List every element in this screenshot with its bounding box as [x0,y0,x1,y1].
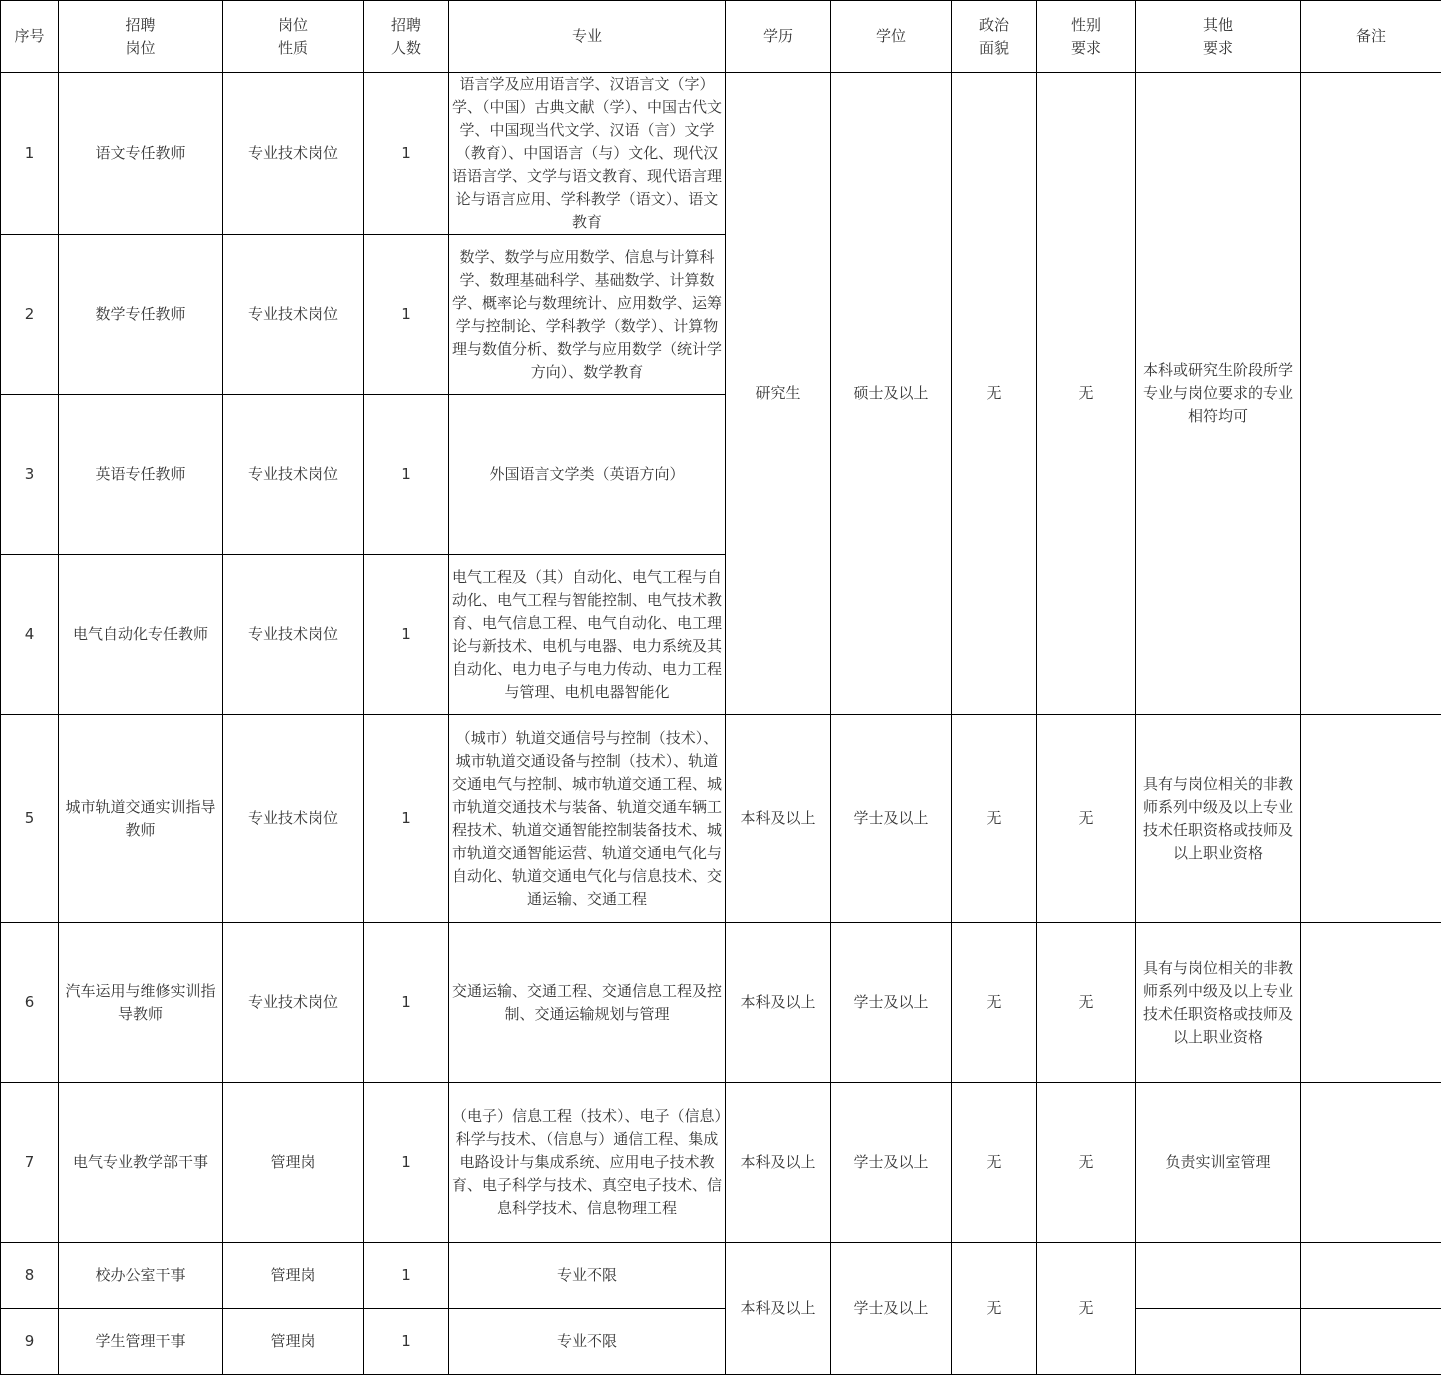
cell-remark-group [1301,73,1441,715]
cell-politics: 无 [952,1083,1037,1243]
header-education: 学历 [726,1,831,73]
cell-count: 1 [364,923,449,1083]
cell-post: 语文专任教师 [59,73,223,235]
cell-count: 1 [364,1083,449,1243]
cell-nature: 专业技术岗位 [223,235,364,395]
cell-degree-group: 学士及以上 [831,1243,952,1375]
header-count: 招聘 人数 [364,1,449,73]
cell-nature: 专业技术岗位 [223,715,364,923]
header-degree: 学位 [831,1,952,73]
cell-major: 电气工程及（其）自动化、电气工程与自动化、电气工程与智能控制、电气技术教育、电气信息工程、电气自动化、电工理论与新技术、电机与电器、电力系统及其自动化、电力电子与电力传动、电力工程与管理、电机电器智能化 [449,555,726,715]
cell-degree: 学士及以上 [831,1083,952,1243]
cell-count: 1 [364,395,449,555]
cell-nature: 管理岗 [223,1309,364,1375]
cell-post: 数学专任教师 [59,235,223,395]
cell-nature: 专业技术岗位 [223,73,364,235]
cell-count: 1 [364,73,449,235]
cell-seq: 1 [1,73,59,235]
cell-remark [1301,1083,1441,1243]
cell-education: 本科及以上 [726,923,831,1083]
cell-nature: 专业技术岗位 [223,555,364,715]
cell-gender-group: 无 [1037,73,1136,715]
cell-remark [1301,715,1441,923]
cell-count: 1 [364,235,449,395]
table-header-row [1,1,1441,73]
cell-education: 本科及以上 [726,715,831,923]
header-major: 专业 [449,1,726,73]
cell-seq: 6 [1,923,59,1083]
cell-degree: 学士及以上 [831,715,952,923]
cell-nature: 管理岗 [223,1083,364,1243]
cell-politics: 无 [952,715,1037,923]
cell-politics: 无 [952,923,1037,1083]
cell-count: 1 [364,1243,449,1309]
cell-education: 本科及以上 [726,1083,831,1243]
cell-seq: 4 [1,555,59,715]
cell-seq: 3 [1,395,59,555]
cell-remark [1301,1243,1441,1309]
header-seq: 序号 [1,1,59,73]
cell-nature: 管理岗 [223,1243,364,1309]
cell-major: （城市）轨道交通信号与控制（技术）、城市轨道交通设备与控制（技术）、轨道交通电气与控制、城市轨道交通工程、城市轨道交通技术与装备、轨道交通车辆工程技术、轨道交通智能控制装备技术、城市轨道交通智能运营、轨道交通电气化与自动化、轨道交通电气化与信息技术、交通运输、交通工程 [449,715,726,923]
cell-politics-group: 无 [952,73,1037,715]
cell-count: 1 [364,1309,449,1375]
header-post: 招聘 岗位 [59,1,223,73]
cell-major: 数学、数学与应用数学、信息与计算科学、数理基础科学、基础数学、计算数学、概率论与数理统计、应用数学、运筹学与控制论、学科教学（数学）、计算物理与数值分析、数学与应用数学（统计学方向）、数学教育 [449,235,726,395]
cell-nature: 专业技术岗位 [223,395,364,555]
cell-other [1136,1243,1301,1309]
cell-degree: 学士及以上 [831,923,952,1083]
cell-count: 1 [364,555,449,715]
cell-major: 外国语言文学类（英语方向） [449,395,726,555]
cell-other: 具有与岗位相关的非教师系列中级及以上专业技术任职资格或技师及以上职业资格 [1136,923,1301,1083]
cell-other-group: 本科或研究生阶段所学专业与岗位要求的专业相符均可 [1136,73,1301,715]
cell-other [1136,1309,1301,1375]
cell-gender: 无 [1037,1083,1136,1243]
cell-post: 电气自动化专任教师 [59,555,223,715]
cell-seq: 7 [1,1083,59,1243]
cell-politics-group: 无 [952,1243,1037,1375]
table-row [1,1083,1441,1243]
cell-major: 交通运输、交通工程、交通信息工程及控制、交通运输规划与管理 [449,923,726,1083]
cell-gender: 无 [1037,715,1136,923]
cell-degree-group: 硕士及以上 [831,73,952,715]
table-row [1,923,1441,1083]
table-row [1,1309,1441,1375]
cell-major: 专业不限 [449,1309,726,1375]
cell-seq: 9 [1,1309,59,1375]
cell-seq: 8 [1,1243,59,1309]
cell-post: 英语专任教师 [59,395,223,555]
cell-major: （电子）信息工程（技术）、电子（信息）科学与技术、（信息与）通信工程、集成电路设计与集成系统、应用电子技术教育、电子科学与技术、真空电子技术、信息科学技术、信息物理工程 [449,1083,726,1243]
cell-post: 汽车运用与维修实训指导教师 [59,923,223,1083]
table-row [1,73,1441,235]
header-other: 其他 要求 [1136,1,1301,73]
cell-gender: 无 [1037,923,1136,1083]
cell-seq: 2 [1,235,59,395]
cell-nature: 专业技术岗位 [223,923,364,1083]
table-row [1,1243,1441,1309]
header-gender: 性别 要求 [1037,1,1136,73]
cell-education-group: 本科及以上 [726,1243,831,1375]
cell-other: 负责实训室管理 [1136,1083,1301,1243]
cell-remark [1301,923,1441,1083]
cell-major: 专业不限 [449,1243,726,1309]
cell-post: 校办公室干事 [59,1243,223,1309]
cell-other: 具有与岗位相关的非教师系列中级及以上专业技术任职资格或技师及以上职业资格 [1136,715,1301,923]
table-row [1,715,1441,923]
cell-count: 1 [364,715,449,923]
header-remark: 备注 [1301,1,1441,73]
header-politics: 政治 面貌 [952,1,1037,73]
cell-post: 城市轨道交通实训指导教师 [59,715,223,923]
cell-seq: 5 [1,715,59,923]
cell-post: 学生管理干事 [59,1309,223,1375]
cell-major: 语言学及应用语言学、汉语言文（字）学、（中国）古典文献（学）、中国古代文学、中国现当代文学、汉语（言）文学（教育）、中国语言（与）文化、现代汉语语言学、文学与语文教育、现代语言理论与语言应用、学科教学（语文）、语文教育 [449,73,726,235]
cell-post: 电气专业教学部干事 [59,1083,223,1243]
cell-remark [1301,1309,1441,1375]
cell-gender-group: 无 [1037,1243,1136,1375]
cell-education-group: 研究生 [726,73,831,715]
header-nature: 岗位 性质 [223,1,364,73]
